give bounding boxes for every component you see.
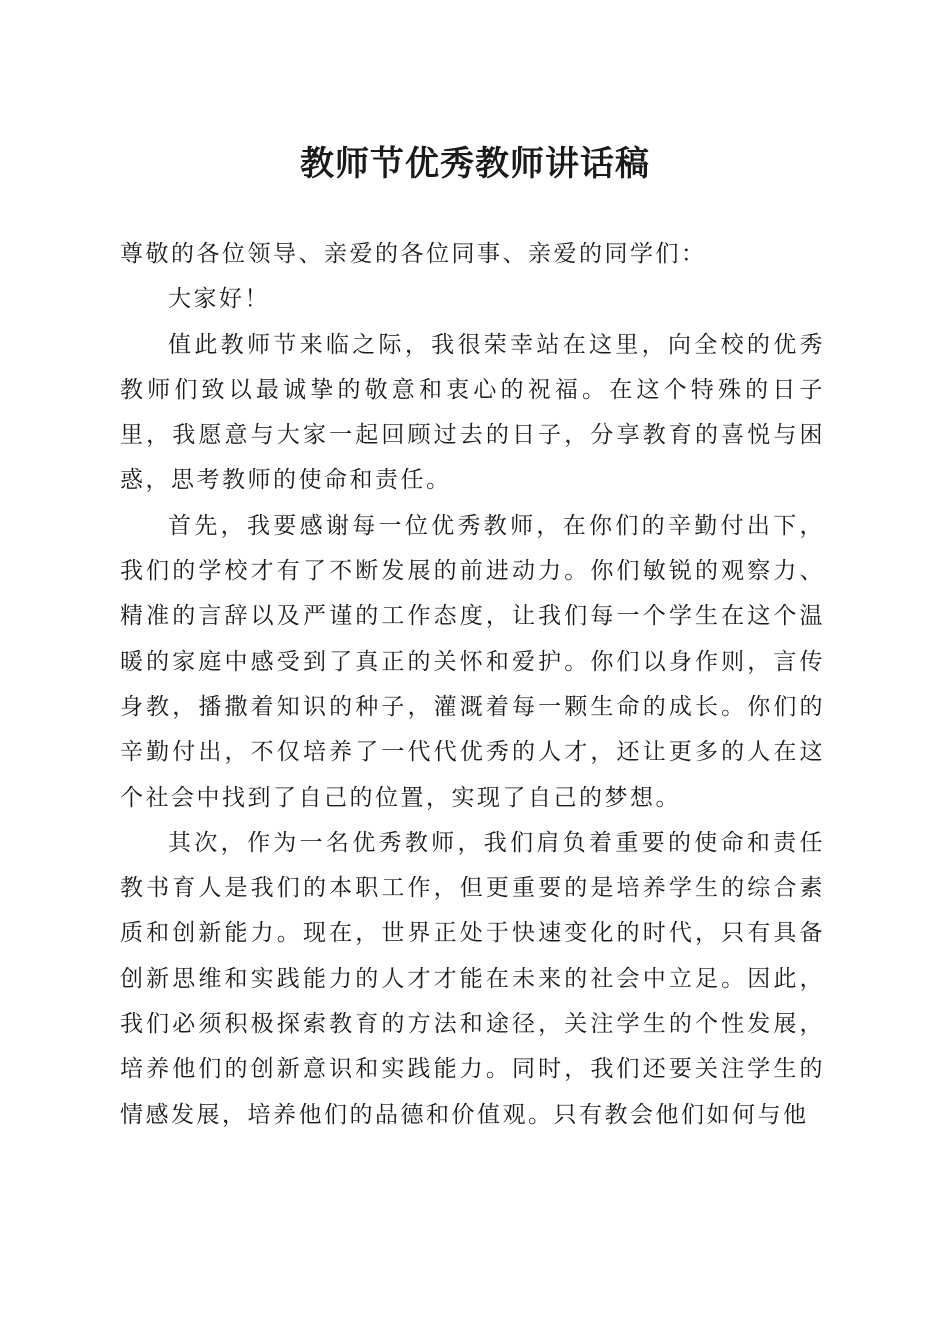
salutation: 尊敬的各位领导、亲爱的各位同事、亲爱的同学们： bbox=[120, 241, 707, 267]
paragraph: 值此教师节来临之际，我很荣幸站在这里，向全校的优秀教师们致以最诚挚的敬意和衷心的祝福。在这个特殊的日子里，我愿意与大家一起回顾过去的日子，分享教育的喜悦与困惑，思考教师的使命和责任。 bbox=[120, 331, 825, 494]
document-body bbox=[120, 232, 825, 1138]
greeting: 大家好！ bbox=[168, 286, 270, 313]
paragraph: 其次，作为一名优秀教师，我们肩负着重要的使命和责任教书育人是我们的本职工作，但更重要的是培养学生的综合素质和创新能力。现在，世界正处于快速变化的时代，只有具备创新思维和实践能力的人才才能在未来的社会中立足。因此，我们必须积极探索教育的方法和途径，关注学生的个性发展，培养他们的创新意识和实践能力。同时，我们还要关注学生的情感发展，培养他们的品德和价值观。只有教会他们如何与他 bbox=[120, 829, 825, 1128]
document-title: 教师节优秀教师讲话稿 bbox=[300, 144, 650, 184]
paragraph: 首先，我要感谢每一位优秀教师，在你们的辛勤付出下，我们的学校才有了不断发展的前进动力。你们敏锐的观察力、精准的言辞以及严谨的工作态度，让我们每一个学生在这个温暖的家庭中感受到了真正的关怀和爱护。你们以身作则，言传身教，播撒着知识的种子，灌溉着每一颗生命的成长。你们的辛勤付出，不仅培养了一代代优秀的人才，还让更多的人在这个社会中找到了自己的位置，实现了自己的梦想。 bbox=[120, 512, 825, 811]
